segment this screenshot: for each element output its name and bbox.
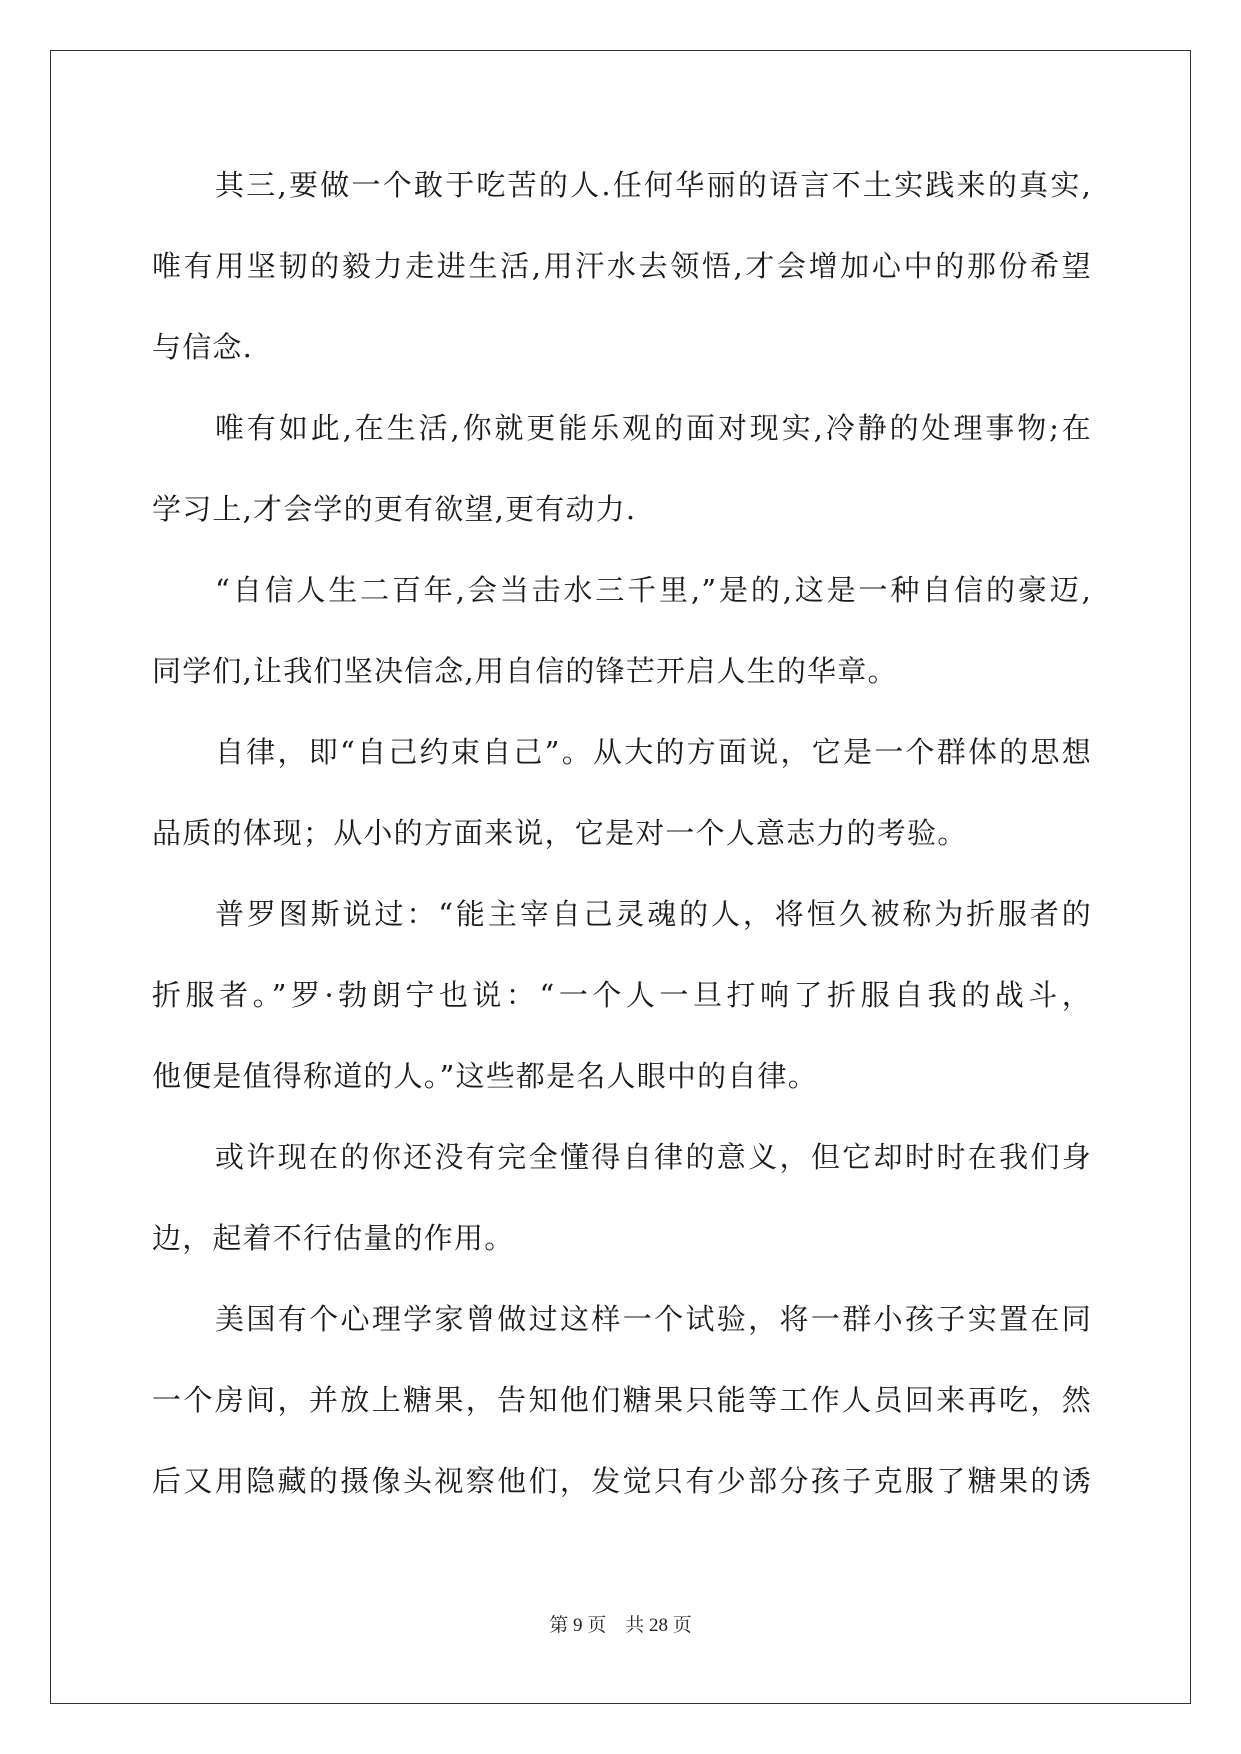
text-line: 他便是值得称道的人。”这些都是名人眼中的自律。 xyxy=(152,1059,818,1093)
text-line: 与信念. xyxy=(152,330,254,364)
text-line: 边，起着不行估量的作用。 xyxy=(152,1221,515,1255)
text-line: 或许现在的你还没有完全懂得自律的意义，但它却时时在我们身 xyxy=(215,1140,1092,1174)
text-line: 美国有个心理学家曾做过这样一个试验，将一群小孩子实置在同 xyxy=(215,1302,1092,1336)
text-line: 自律，即“自己约束自己”。从大的方面说，它是一个群体的思想 xyxy=(215,735,1092,769)
text-line: 普罗图斯说过：“能主宰自己灵魂的人，将恒久被称为折服者的 xyxy=(215,897,1092,931)
text-line: 折服者。”罗·勃朗宁也说：“一个人一旦打响了折服自我的战斗， xyxy=(152,978,1092,1012)
text-line: 唯有用坚韧的毅力走进生活,用汗水去领悟,才会增加心中的那份希望 xyxy=(152,249,1092,283)
text-line: “自信人生二百年,会当击水三千里,”是的,这是一种自信的豪迈, xyxy=(215,573,1092,607)
text-line: 同学们,让我们坚决信念,用自信的锋芒开启人生的华章。 xyxy=(152,654,898,688)
text-line: 学习上,才会学的更有欲望,更有动力. xyxy=(152,492,637,526)
text-line: 后又用隐藏的摄像头视察他们，发觉只有少部分孩子克服了糖果的诱 xyxy=(152,1464,1092,1498)
text-line: 其三,要做一个敢于吃苦的人.任何华丽的语言不土实践来的真实, xyxy=(215,168,1092,202)
text-line: 唯有如此,在生活,你就更能乐观的面对现实,冷静的处理事物;在 xyxy=(215,411,1092,445)
text-line: 一个房间，并放上糖果，告知他们糖果只能等工作人员回来再吃，然 xyxy=(152,1383,1092,1417)
document-body xyxy=(152,145,1092,1522)
text-line: 品质的体现；从小的方面来说，它是对一个人意志力的考验。 xyxy=(152,816,968,850)
page-number-footer: 第 9 页 共 28 页 xyxy=(549,1615,692,1636)
